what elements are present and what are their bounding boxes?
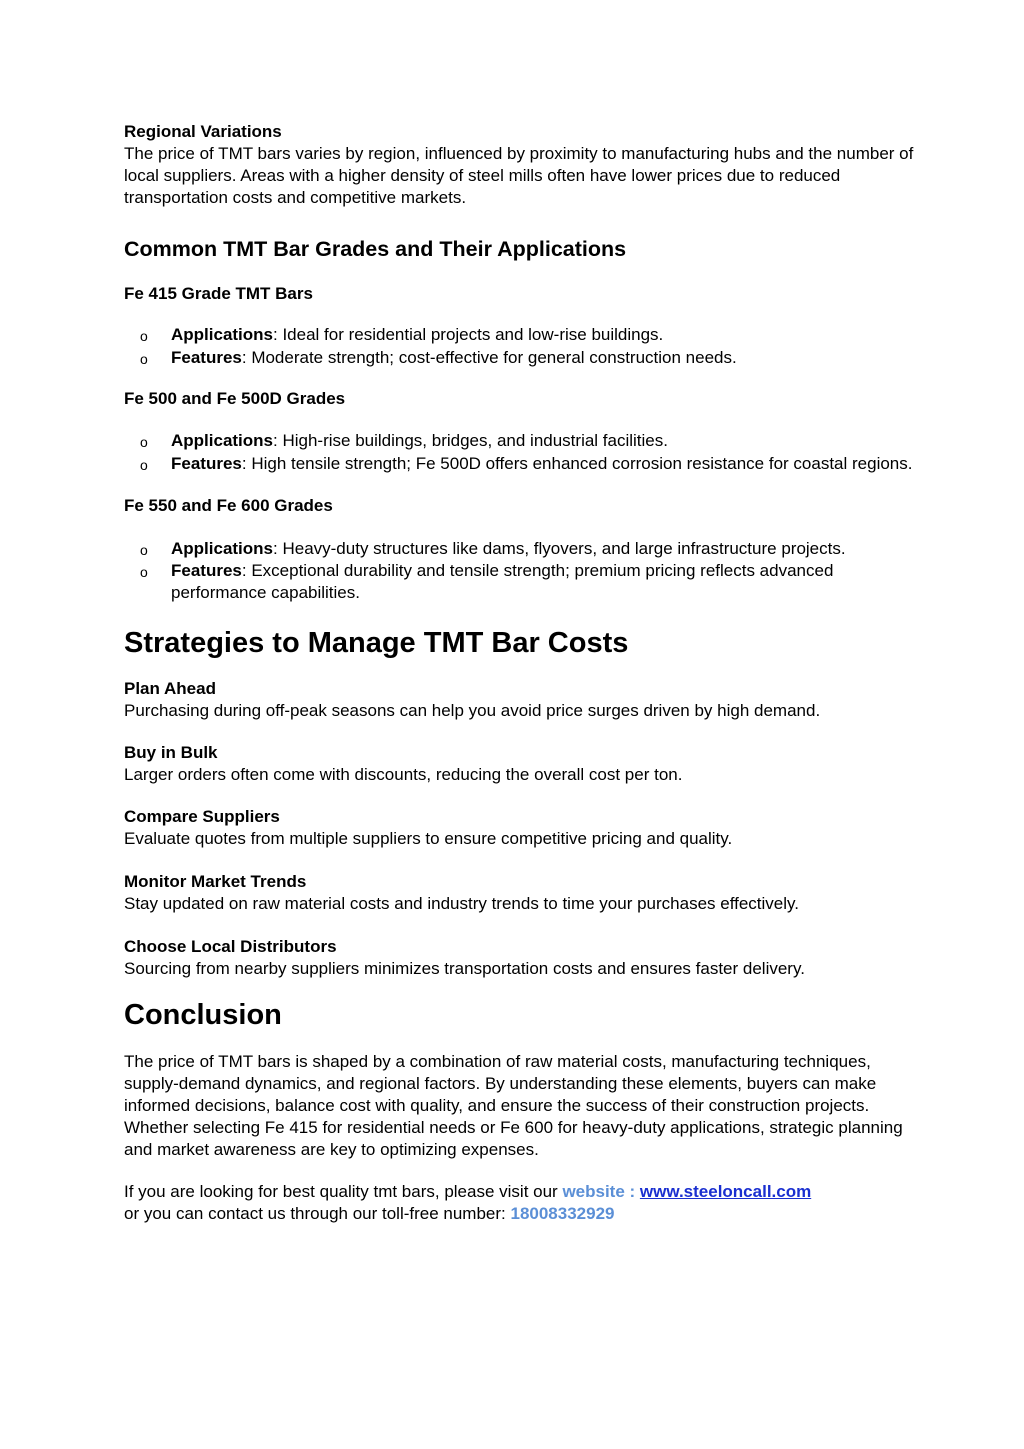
bullet-marker: o — [140, 564, 148, 580]
website-label: website : — [562, 1182, 640, 1201]
bullet-label: Applications — [171, 431, 274, 450]
bullet-item — [124, 538, 914, 560]
bullet-label: Features — [171, 348, 242, 367]
bullet-label: Features — [171, 561, 242, 580]
bullet-item — [124, 453, 914, 475]
grades-heading: Common TMT Bar Grades and Their Applications — [124, 237, 627, 261]
grade-bullet-list — [124, 324, 914, 369]
website-link[interactable]: www.steeloncall.com — [639, 1182, 812, 1201]
phone-number[interactable]: 18008332929 — [510, 1204, 615, 1223]
bullet-label: Applications — [171, 325, 274, 344]
bullet-text: : Ideal for residential projects and low-rise buildings. — [273, 325, 664, 344]
regional-variations-section — [124, 121, 914, 209]
grade-title: Fe 550 and Fe 600 Grades — [124, 496, 333, 515]
cta-prefix: If you are looking for best quality tmt bars, please visit our — [124, 1182, 563, 1201]
bullet-marker: o — [140, 457, 148, 473]
regional-variations-title: Regional Variations — [124, 122, 282, 141]
bullet-marker: o — [140, 434, 148, 450]
strategies-heading: Strategies to Manage TMT Bar Costs — [124, 627, 629, 659]
strategy-text: Purchasing during off-peak seasons can help you avoid price surges driven by high demand. — [124, 701, 821, 720]
regional-variations-text: The price of TMT bars varies by region, influenced by proximity to manufacturing hubs and the number of local suppliers. Areas with a higher density of steel mills often have lower prices due to reduced transportation costs and competitive markets. — [124, 144, 914, 207]
strategy-title: Compare Suppliers — [124, 807, 280, 826]
strategy-item — [124, 742, 914, 786]
strategy-text: Sourcing from nearby suppliers minimizes transportation costs and ensures faster delivery. — [124, 959, 805, 978]
strategy-item — [124, 871, 914, 915]
bullet-item — [124, 324, 914, 346]
strategy-text: Larger orders often come with discounts, reducing the overall cost per ton. — [124, 765, 683, 784]
strategy-title: Choose Local Distributors — [124, 937, 337, 956]
bullet-label: Features — [171, 454, 242, 473]
bullet-item — [124, 347, 914, 369]
bullet-text: : High tensile strength; Fe 500D offers enhanced corrosion resistance for coastal regions. — [241, 454, 913, 473]
strategy-item — [124, 936, 914, 980]
strategy-item — [124, 678, 914, 722]
bullet-text: : Moderate strength; cost-effective for general construction needs. — [241, 348, 737, 367]
grade-bullet-list — [124, 430, 914, 475]
grade-bullet-list — [124, 538, 914, 604]
strategy-title: Monitor Market Trends — [124, 872, 307, 891]
document-page — [124, 121, 914, 1225]
strategy-title: Plan Ahead — [124, 679, 216, 698]
grade-title: Fe 415 Grade TMT Bars — [124, 284, 313, 303]
bullet-item — [124, 560, 914, 604]
grade-title: Fe 500 and Fe 500D Grades — [124, 389, 346, 408]
bullet-label: Applications — [171, 539, 274, 558]
bullet-text: : High-rise buildings, bridges, and industrial facilities. — [273, 431, 668, 450]
bullet-text: : Exceptional durability and tensile strength; premium pricing reflects advanced performance capabilities. — [171, 561, 834, 602]
strategy-text: Stay updated on raw material costs and industry trends to time your purchases effectively. — [124, 894, 799, 913]
bullet-marker: o — [140, 328, 148, 344]
strategy-title: Buy in Bulk — [124, 743, 218, 762]
strategy-text: Evaluate quotes from multiple suppliers to ensure competitive pricing and quality. — [124, 829, 733, 848]
strategy-item — [124, 806, 914, 850]
contact-text: or you can contact us through our toll-free number: — [124, 1204, 511, 1223]
contact-paragraph — [124, 1181, 914, 1225]
bullet-marker: o — [140, 351, 148, 367]
conclusion-text: The price of TMT bars is shaped by a combination of raw material costs, manufacturing techniques, supply-demand dynamics, and regional factors. By understanding these elements, buyers can make informed decisions, balance cost with quality, and ensure the success of their construction projects. Whether selecting Fe 415 for residential needs or Fe 600 for heavy-duty applications, strategic planning and market awareness are key to optimizing expenses. — [124, 1052, 903, 1159]
bullet-marker: o — [140, 542, 148, 558]
conclusion-heading: Conclusion — [124, 999, 282, 1031]
bullet-text: : Heavy-duty structures like dams, flyovers, and large infrastructure projects. — [273, 539, 846, 558]
bullet-item — [124, 430, 914, 452]
